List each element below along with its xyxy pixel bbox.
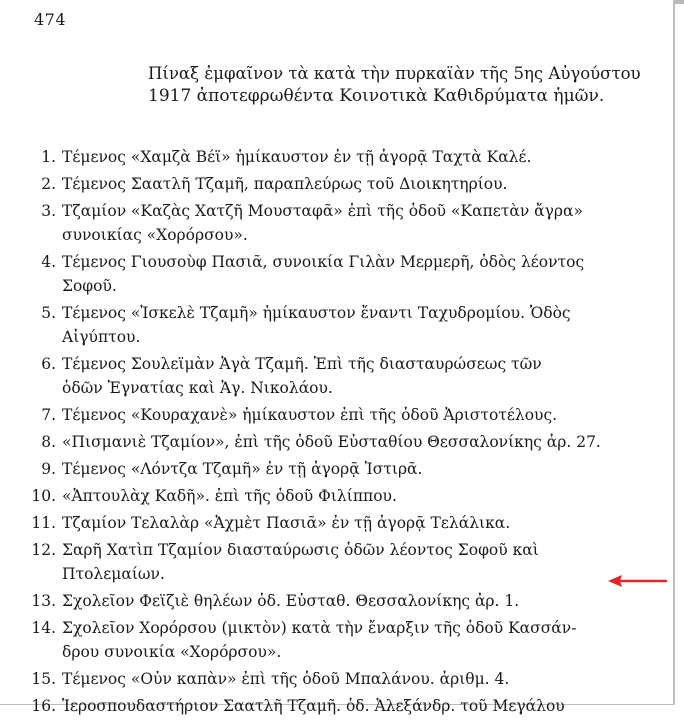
- entry-text: [62, 667, 660, 691]
- entry-text: [62, 694, 660, 718]
- heading-line-2: 1917 ἀποτεφρωθέντα Κοινοτικὰ Καθιδρύματα ἡμῶν.: [148, 86, 605, 106]
- entry-text-line: Σχολεῖον Φεϊζιὲ θηλέων ὁδ. Εὐσταθ. Θεσσαλονίκης ἀρ. 1.: [62, 592, 520, 610]
- entry-text: [62, 484, 660, 508]
- entry-text-line: Πτολεμαίων.: [62, 565, 165, 583]
- entry-text-line: «Πισμανιὲ Τζαμίον», ἐπὶ τῆς ὁδοῦ Εὐσταθίου Θεσσαλονίκης ἀρ. 27.: [62, 433, 601, 451]
- entry-number: 3.: [41, 202, 56, 220]
- entry-number: 10.: [31, 487, 56, 505]
- list-item: [20, 430, 660, 454]
- entry-text-line: Τέμενος «Λόντζα Τζαμῆ» ἐν τῇ ἀγορᾷ Ἰστιρᾶ.: [62, 460, 423, 478]
- entry-number: 6.: [41, 355, 56, 373]
- entry-number: 4.: [41, 253, 56, 271]
- entry-text-line: Σαρῆ Χατὶπ Τζαμίον διασταύρωσις ὁδῶν λέοντος Σοφοῦ καὶ: [62, 541, 539, 559]
- entry-text: [62, 538, 660, 586]
- list-item: [20, 589, 660, 613]
- list-item: [20, 352, 660, 400]
- list-item: [20, 616, 660, 664]
- entry-number: 16.: [31, 697, 56, 715]
- entry-text-line: Τέμενος «Ἰσκελὲ Τζαμῆ» ἡμίκαυστον ἔναντι Ταχυδρομίου. Ὁδὸς: [62, 304, 571, 322]
- list-item: [20, 694, 660, 718]
- entry-text: [62, 616, 660, 664]
- list-item: [20, 538, 660, 586]
- red-arrow-icon: [608, 571, 668, 591]
- entry-text-line: Τέμενος «Χαμζὰ Βέϊ» ἡμίκαυστον ἐν τῇ ἀγορᾷ Ταχτὰ Καλέ.: [62, 148, 532, 166]
- list-item: [20, 172, 660, 196]
- entry-number: 14.: [31, 619, 56, 637]
- entry-number: 12.: [31, 541, 56, 559]
- entry-number: 8.: [41, 433, 56, 451]
- entry-text: [62, 403, 660, 427]
- entry-text: [62, 352, 660, 400]
- entry-text-line: Τέμενος «Κουραχανὲ» ἡμίκαυστον ἐπὶ τῆς ὁδοῦ Ἀριστοτέλους.: [62, 406, 558, 424]
- list-item: [20, 457, 660, 481]
- entry-text: [62, 457, 660, 481]
- list-item: [20, 145, 660, 169]
- entry-number: 5.: [41, 304, 56, 322]
- arrow-head: [608, 575, 622, 587]
- entry-number: 1.: [41, 148, 56, 166]
- list-item: [20, 199, 660, 247]
- entry-text: [62, 301, 660, 349]
- entry-text-line: Τέμενος Σουλεϊμὰν Ἀγὰ Τζαμῆ. Ἐπὶ τῆς διασταυρώσεως τῶν: [62, 355, 542, 373]
- page-number: 474: [34, 10, 67, 29]
- heading-line-1: Πίναξ ἐμφαῖνον τὰ κατὰ τὴν πυρκαϊὰν τῆς 5ης Αὐγούστου: [148, 64, 641, 83]
- entry-text: [62, 511, 660, 535]
- entry-text-line: Αἰγύπτου.: [62, 328, 141, 346]
- entry-number: 2.: [41, 175, 56, 193]
- entry-number: 15.: [31, 670, 56, 688]
- entry-text: [62, 589, 660, 613]
- entry-number: 13.: [31, 592, 56, 610]
- entry-text-line: Τζαμίον «Καζὰς Χατζῆ Μουσταφᾶ» ἐπὶ τῆς ὁδοῦ «Καπετὰν ἄγρα»: [62, 202, 583, 220]
- entry-text-line: ὁδῶν Ἐγνατίας καὶ Ἁγ. Νικολάου.: [62, 379, 333, 397]
- entry-number: 7.: [41, 406, 56, 424]
- list-item: [20, 250, 660, 298]
- entry-text: [62, 199, 660, 247]
- entry-text: [62, 172, 660, 196]
- entry-number: 11.: [31, 514, 56, 532]
- list-item: [20, 511, 660, 535]
- entry-list: [20, 145, 660, 721]
- entry-text-line: συνοικίας «Χορόρσου».: [62, 226, 248, 244]
- entry-text-line: Σχολεῖον Χορόρσου (μικτὸν) κατὰ τὴν ἔναρξιν τῆς ὁδοῦ Κασσάν-: [62, 619, 577, 637]
- entry-text-line: Τζαμίον Τελαλὰρ «Ἀχμὲτ Πασιᾶ» ἐν τῇ ἀγορᾷ Τελάλικα.: [62, 514, 511, 532]
- entry-text-line: «Ἀπτουλὰχ Καδῆ». ἐπὶ τῆς ὁδοῦ Φιλίππου.: [62, 487, 397, 505]
- list-item: [20, 484, 660, 508]
- list-item: [20, 667, 660, 691]
- entry-number: 9.: [41, 460, 56, 478]
- table-heading: [148, 62, 668, 108]
- entry-text-line: Τέμενος Σαατλῆ Τζαμῆ, παραπλεύρως τοῦ Διοικητηρίου.: [62, 175, 508, 193]
- entry-text: [62, 250, 660, 298]
- entry-text-line: Ἱεροσπουδαστήριον Σαατλῆ Τζαμῆ. ὁδ. Ἀλεξάνδρ. τοῦ Μεγάλου: [62, 697, 565, 715]
- entry-text-line: Τέμενος «Οὐν καπὰν» ἐπὶ τῆς ὁδοῦ Μπαλάνου. ἀριθμ. 4.: [62, 670, 510, 688]
- list-item: [20, 403, 660, 427]
- entry-text-line: δρου συνοικία «Χορόρσου».: [62, 643, 282, 661]
- entry-text: [62, 145, 660, 169]
- entry-text-line: Τέμενος Γιουσοὺφ Πασιᾶ, συνοικία Γιλὰν Μερμερῆ, ὁδὸς λέοντος: [62, 253, 585, 271]
- entry-text: [62, 430, 660, 454]
- list-item: [20, 301, 660, 349]
- entry-text-line: Σοφοῦ.: [62, 277, 117, 295]
